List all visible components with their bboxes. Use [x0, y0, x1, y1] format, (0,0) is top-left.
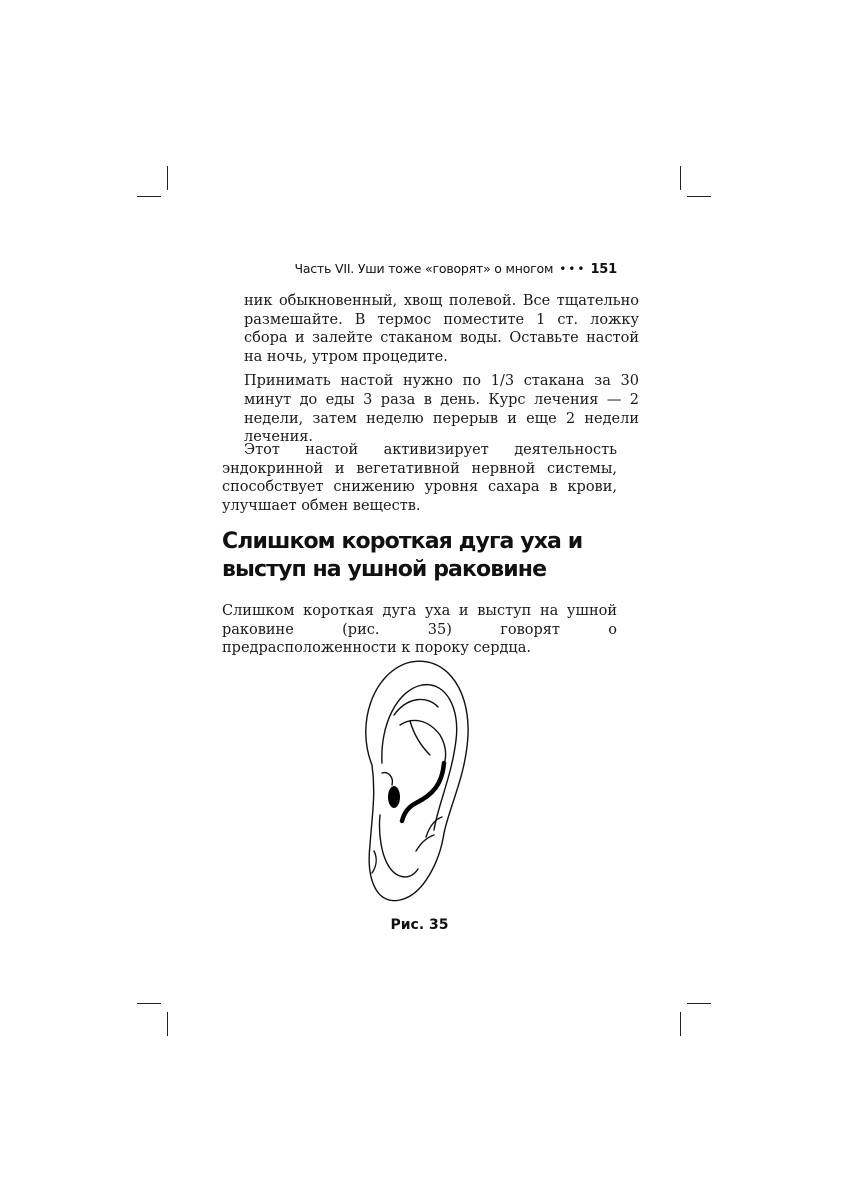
recipe-paragraph: Принимать настой нужно по 1/3 стакана за 30 минут до еды 3 раза в день. Курс лечения — 2 недели, затем неделю перерыв и еще 2 недели лечения. — [244, 373, 639, 446]
running-head — [222, 261, 617, 277]
crop-mark — [687, 1003, 711, 1004]
crop-mark — [680, 166, 681, 190]
section-paragraph: Слишком короткая дуга уха и выступ на ушной раковине (рис. 35) говорят о предрасположенности к пороку сердца. — [222, 603, 617, 657]
crop-mark — [167, 166, 168, 190]
separator-dots: ••• — [559, 262, 587, 276]
ear-illustration-icon — [352, 655, 472, 915]
body-paragraph: Этот настой активизирует деятельность эндокринной и вегетативной нервной системы, способствует снижению уровня сахара в крови, улучшает обмен веществ. — [222, 442, 617, 514]
crop-mark — [167, 1012, 168, 1036]
recipe-paragraph: ник обыкновенный, хвощ полевой. Все тщательно размешайте. В термос поместите 1 ст. ложку сбора и залейте стаканом воды. Оставьте настой на ночь, утром процедите. — [244, 293, 639, 365]
crop-mark — [137, 196, 161, 197]
page-number: 151 — [590, 262, 617, 277]
crop-mark — [687, 196, 711, 197]
section-title: Слишком короткая дуга уха и выступ на ушной раковине — [222, 529, 583, 582]
body-block — [222, 441, 617, 515]
figure-caption: Рис. 35 — [390, 917, 449, 933]
recipe-block — [222, 292, 639, 447]
crop-mark — [137, 1003, 161, 1004]
section-block — [222, 602, 617, 658]
running-title: Часть VII. Уши тоже «говорят» о многом — [294, 261, 554, 276]
crop-mark — [680, 1012, 681, 1036]
